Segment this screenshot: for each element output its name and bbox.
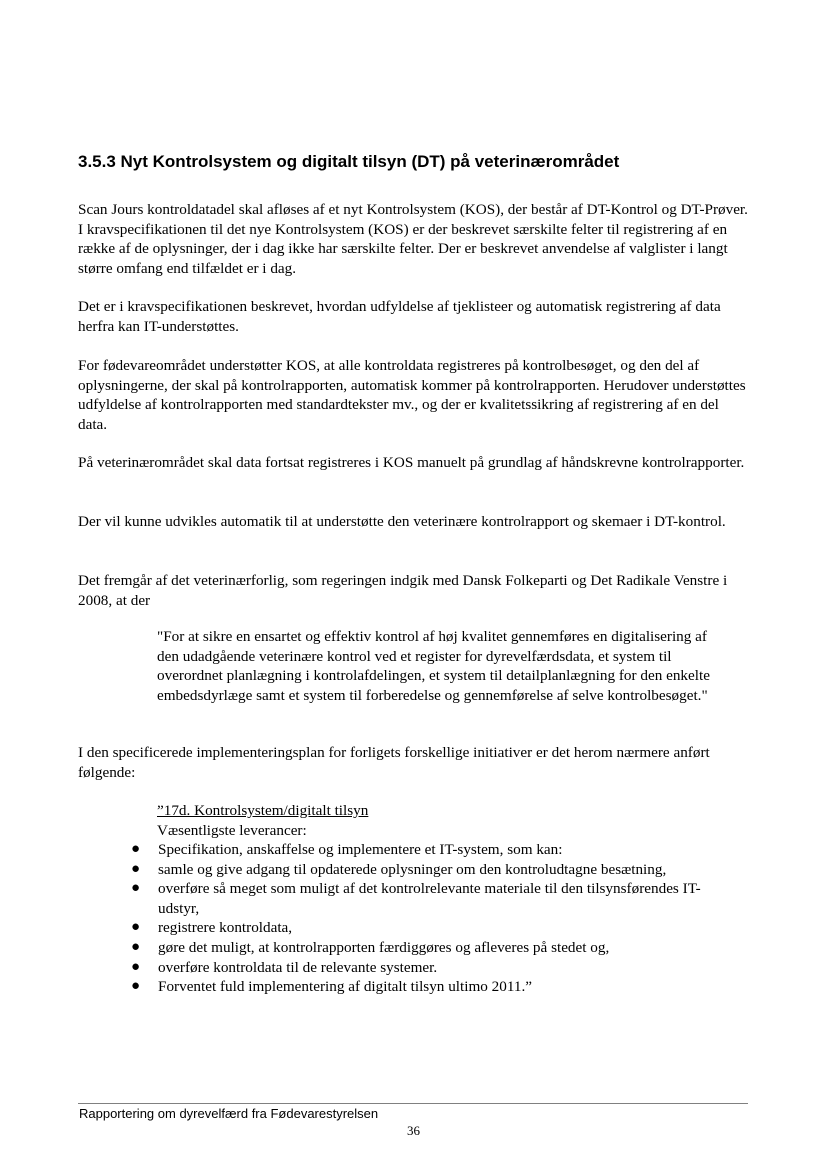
list-item: ● samle og give adgang til opdaterede oplysninger om den kontroludtagne besætning,: [131, 860, 667, 878]
list-item: ● Forventet fuld implementering af digitalt tilsyn ultimo 2011.”: [131, 978, 532, 996]
paragraph-agreement: Det fremgår af det veterinærforlig, som regeringen indgik med Dansk Folkeparti og Det Radikale Venstre i 2008, at der: [78, 572, 728, 609]
list-item: ● overføre kontroldata til de relevante systemer.: [131, 958, 438, 976]
bullet-icon: ●: [131, 978, 141, 995]
paragraph-checklists: Det er i kravspecifikationen beskrevet, hvordan udfyldelse af tjeklisteer og automatisk registrering af data herfra kan IT-understøttes.: [78, 298, 721, 335]
section-heading: 3.5.3 Nyt Kontrolsystem og digitalt tilsyn (DT) på veterinærområdet: [78, 152, 620, 171]
list-item: ● registrere kontroldata,: [131, 919, 293, 937]
bullet-icon: ●: [131, 938, 141, 955]
footer-divider: [78, 1103, 748, 1104]
paragraph-implementation-plan: I den specificerede implementeringsplan for forligets forskellige initiativer er det herom nærmere anført følgende:: [78, 744, 710, 781]
initiative-title: ”17d. Kontrolsystem/digitalt tilsyn: [157, 802, 369, 819]
page-number: 36: [407, 1123, 420, 1138]
list-item: ● Specifikation, anskaffelse og implementere et IT-system, som kan:: [131, 841, 563, 858]
paragraph-automation: Der vil kunne udvikles automatik til at understøtte den veterinære kontrolrapport og skemaer i DT-kontrol.: [78, 513, 726, 530]
list-item: ● gøre det muligt, at kontrolrapporten færdiggøres og afleveres på stedet og,: [131, 938, 610, 956]
bullet-icon: ●: [131, 958, 141, 975]
bullet-icon: ●: [131, 841, 141, 857]
list-item: ● overføre så meget som muligt af det kontrolrelevante materiale til den tilsynsførendes IT-udstyr,: [131, 880, 701, 917]
bullet-icon: ●: [131, 880, 141, 897]
bullet-icon: ●: [131, 919, 141, 936]
bullet-icon: ●: [131, 860, 141, 877]
paragraph-veterinary-area: På veterinærområdet skal data fortsat registreres i KOS manuelt på grundlag af håndskrevne kontrolrapporter.: [78, 454, 745, 471]
footer-title: Rapportering om dyrevelfærd fra Fødevarestyrelsen: [79, 1106, 379, 1121]
initiative-subtitle: Væsentligste leverancer:: [157, 821, 307, 839]
paragraph-kos-intro: Scan Jours kontroldatadel skal afløses af et nyt Kontrolsystem (KOS), der består af DT-Kontrol og DT-Prøver. I kravspecifikationen til det nye Kontrolsystem (KOS) er der beskrevet særskilte felter til registrering af en række af de oplysninger, der i dag ikke har særskilte felter. Der er beskrevet anvendelse af valglister i langt større omfang end tilfældet er i dag.: [78, 201, 748, 277]
initiative-block: [157, 801, 717, 840]
agreement-quote: "For at sikre en ensartet og effektiv kontrol af høj kvalitet gennemføres en digitalisering af den udadgående veterinære kontrol ved et register for dyrevelfærdsdata, et system til overordnet planlægning i kontrolafdelingen, et system til detailplanlægning for den enkelte embedsdyrlæge samt et system til forberedelse og gennemførelse af selve kontrolbesøget.": [157, 628, 710, 704]
deliverables-list: [128, 840, 728, 997]
paragraph-food-area: For fødevareområdet understøtter KOS, at alle kontroldata registreres på kontrolbesøget, og den del af oplysningerne, der skal på kontrolrapporten, automatisk kommer på kontrolrapporten. Herudover understøttes udfyldelse af kontrolrapporten med standardtekster mv., og der er kvalitetssikring af registrering af en del data.: [78, 357, 746, 433]
